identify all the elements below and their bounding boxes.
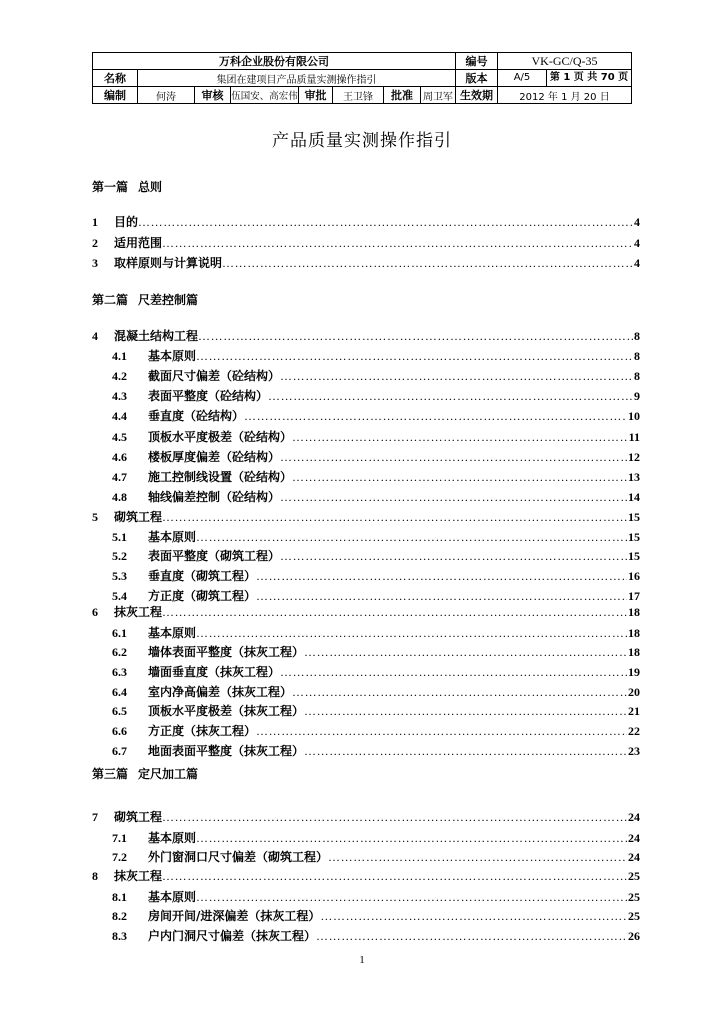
toc-entry[interactable]: [92, 386, 640, 404]
name-value: 集团在建项目产品质量实测操作指引: [138, 70, 456, 87]
toc-entry-number: 4.3: [112, 389, 127, 403]
toc-dot-leader: [268, 388, 633, 404]
toc-entry-page: 25: [628, 890, 640, 904]
document-title: 产品质量实测操作指引: [272, 131, 452, 151]
toc-entry-number: 6.7: [112, 744, 127, 758]
toc-entry-page: 24: [628, 831, 640, 845]
toc-entry[interactable]: [92, 427, 640, 445]
toc-entry-title: 轴线偏差控制（砼结构）: [148, 490, 281, 504]
toc-entry-title: 混凝土结构工程: [114, 329, 199, 343]
toc-dot-leader: [198, 328, 633, 344]
part-title: 总则: [138, 180, 163, 194]
toc-entry[interactable]: [92, 741, 640, 759]
toc-entry[interactable]: [92, 866, 640, 884]
toc-entry-number: 7: [92, 810, 98, 824]
toc-entry[interactable]: [92, 701, 640, 719]
toc-entry-number: 4.1: [112, 349, 127, 363]
toc-entry[interactable]: [92, 642, 640, 660]
page-number: 1: [359, 954, 365, 966]
toc-entry-page: 15: [628, 530, 640, 544]
toc-entry-title: 方正度（砌筑工程）: [148, 589, 257, 603]
toc-dot-leader: [280, 489, 627, 505]
reviewer-label: 审核: [195, 87, 231, 104]
toc-dot-leader: [138, 214, 633, 230]
author-value: 何涛: [138, 87, 195, 104]
part-number: 第二篇: [92, 293, 129, 307]
toc-entry-title: 基本原则: [148, 349, 197, 363]
toc-entry-title: 截面尺寸偏差（砼结构）: [148, 369, 281, 383]
toc-entry-title: 表面平整度（砌筑工程）: [148, 549, 281, 563]
toc-entry-page: 15: [628, 549, 640, 563]
toc-entry-page: 21: [628, 704, 640, 718]
toc-dot-leader: [196, 529, 627, 545]
toc-dot-leader: [196, 889, 627, 905]
toc-entry-number: 5.1: [112, 530, 127, 544]
toc-entry-number: 4.5: [112, 430, 127, 444]
author-label: 编制: [93, 87, 138, 104]
toc-entry[interactable]: [92, 887, 640, 905]
toc-dot-leader: [292, 469, 627, 485]
toc-entry[interactable]: [92, 527, 640, 545]
effective-label: 生效期: [456, 87, 498, 104]
toc-entry-number: 6.6: [112, 724, 127, 738]
approve1-label: 审批: [299, 87, 333, 104]
toc-entry-title: 室内净高偏差（抹灰工程）: [148, 685, 293, 699]
toc-entry-page: 4: [634, 256, 640, 270]
toc-entry-number: 8.3: [112, 929, 127, 943]
toc-dot-leader: [256, 568, 627, 584]
toc-entry-page: 9: [634, 389, 640, 403]
toc-entry-number: 6.3: [112, 665, 127, 679]
toc-entry-page: 24: [628, 850, 640, 864]
toc-entry-number: 3: [92, 256, 98, 270]
toc-entry-title: 表面平整度（砼结构）: [148, 389, 269, 403]
approve2-value: 周卫军: [421, 87, 456, 104]
document-header-table: [92, 52, 632, 104]
toc-entry[interactable]: [92, 507, 640, 525]
toc-entry-title: 房间开间/进深偏差（抹灰工程）: [148, 909, 321, 923]
version-value: A/5: [498, 70, 547, 86]
code-value: VK-GC/Q-35: [498, 53, 632, 70]
toc-entry-page: 18: [628, 626, 640, 640]
toc-entry[interactable]: [92, 447, 640, 465]
company-name: 万科企业股份有限公司: [93, 53, 456, 70]
toc-entry-number: 4.7: [112, 470, 127, 484]
toc-entry-title: 取样原则与计算说明: [114, 256, 223, 270]
toc-entry-title: 基本原则: [148, 530, 197, 544]
toc-entry-page: 26: [628, 929, 640, 943]
toc-entry-page: 11: [628, 430, 640, 444]
toc-entry-page: 8: [634, 369, 640, 383]
toc-entry-number: 6.4: [112, 685, 127, 699]
toc-dot-leader: [244, 408, 627, 424]
toc-entry[interactable]: [92, 847, 640, 865]
toc-entry[interactable]: [92, 253, 640, 271]
toc-entry-number: 5.4: [112, 589, 127, 603]
toc-entry[interactable]: [92, 721, 640, 739]
toc-entry-page: 23: [628, 744, 640, 758]
toc-entry-title: 户内门洞尺寸偏差（抹灰工程）: [148, 929, 317, 943]
toc-entry-title: 顶板水平度极差（抹灰工程）: [148, 704, 305, 718]
toc-dot-leader: [316, 928, 627, 944]
toc-entry-title: 外门窗洞口尺寸偏差（砌筑工程）: [148, 850, 329, 864]
toc-entry-title: 地面表面平整度（抹灰工程）: [148, 744, 305, 758]
version-label: 版本: [456, 70, 498, 87]
toc-entry[interactable]: [92, 326, 640, 344]
toc-dot-leader: [162, 235, 633, 251]
toc-dot-leader: [196, 625, 627, 641]
toc-dot-leader: [222, 255, 633, 271]
toc-entry-number: 8: [92, 869, 98, 883]
toc-entry[interactable]: [92, 926, 640, 944]
part-number: 第一篇: [92, 180, 129, 194]
toc-entry-number: 4.6: [112, 450, 127, 464]
toc-dot-leader: [162, 868, 627, 884]
toc-dot-leader: [162, 509, 627, 525]
toc-entry-title: 抹灰工程: [114, 605, 163, 619]
toc-dot-leader: [280, 368, 633, 384]
toc-entry[interactable]: [92, 487, 640, 505]
part-title: 尺差控制篇: [138, 293, 199, 307]
toc-entry[interactable]: [92, 906, 640, 924]
approve1-value: 王卫锋: [333, 87, 384, 104]
toc-entry[interactable]: [92, 406, 640, 424]
toc-entry-number: 4: [92, 329, 98, 343]
toc-entry-number: 8.1: [112, 890, 127, 904]
toc-entry-number: 6.2: [112, 645, 127, 659]
toc-dot-leader: [304, 743, 627, 759]
toc-dot-leader: [280, 548, 627, 564]
toc-entry-title: 目的: [114, 215, 139, 229]
toc-entry-title: 基本原则: [148, 890, 197, 904]
toc-entry-page: 14: [628, 490, 640, 504]
toc-dot-leader: [292, 429, 628, 445]
toc-entry-number: 4.2: [112, 369, 127, 383]
toc-entry-title: 楼板厚度偏差（砼结构）: [148, 450, 281, 464]
toc-dot-leader: [320, 908, 627, 924]
reviewer-value: 伍国安、高宏伟: [231, 87, 299, 104]
toc-entry-page: 10: [628, 409, 640, 423]
toc-entry-title: 垂直度（砼结构）: [148, 409, 245, 423]
toc-entry-page: 13: [628, 470, 640, 484]
toc-entry-title: 基本原则: [148, 831, 197, 845]
toc-entry-number: 4.8: [112, 490, 127, 504]
approve2-label: 批准: [384, 87, 421, 104]
toc-entry-number: 4.4: [112, 409, 127, 423]
toc-entry-title: 施工控制线设置（砼结构）: [148, 470, 293, 484]
toc-dot-leader: [196, 830, 627, 846]
toc-entry[interactable]: [92, 467, 640, 485]
toc-entry-number: 8.2: [112, 909, 127, 923]
toc-entry-page: 12: [628, 450, 640, 464]
toc-entry-page: 15: [628, 510, 640, 524]
toc-entry-page: 4: [634, 236, 640, 250]
toc-entry-title: 垂直度（砌筑工程）: [148, 569, 257, 583]
toc-entry-title: 基本原则: [148, 626, 197, 640]
toc-dot-leader: [304, 703, 627, 719]
toc-entry[interactable]: [92, 623, 640, 641]
toc-entry-number: 5: [92, 510, 98, 524]
toc-entry-page: 18: [628, 605, 640, 619]
toc-entry-page: 24: [628, 810, 640, 824]
toc-dot-leader: [292, 684, 627, 700]
toc-entry-page: 25: [628, 909, 640, 923]
toc-entry[interactable]: [92, 346, 640, 364]
toc-entry-title: 适用范围: [114, 236, 163, 250]
toc-entry-page: 8: [634, 349, 640, 363]
toc-entry[interactable]: [92, 828, 640, 846]
toc-dot-leader: [280, 664, 627, 680]
toc-entry-title: 顶板水平度极差（砼结构）: [148, 430, 293, 444]
toc-entry-title: 墙体表面平整度（抹灰工程）: [148, 645, 305, 659]
part-heading: [92, 291, 198, 308]
part-title: 定尺加工篇: [138, 767, 199, 781]
toc-dot-leader: [162, 809, 627, 825]
toc-entry-number: 1: [92, 215, 98, 229]
toc-entry[interactable]: [92, 546, 640, 564]
toc-entry-page: 17: [628, 589, 640, 603]
toc-entry-page: 18: [628, 645, 640, 659]
toc-entry-number: 6: [92, 605, 98, 619]
toc-entry[interactable]: [92, 366, 640, 384]
toc-dot-leader: [304, 644, 627, 660]
toc-entry-page: 16: [628, 569, 640, 583]
toc-dot-leader: [328, 849, 627, 865]
toc-entry[interactable]: [92, 212, 640, 230]
toc-entry-title: 抹灰工程: [114, 869, 163, 883]
toc-entry[interactable]: [92, 682, 640, 700]
toc-entry-number: 5.3: [112, 569, 127, 583]
toc-dot-leader: [162, 604, 627, 620]
toc-entry-number: 2: [92, 236, 98, 250]
part-number: 第三篇: [92, 767, 129, 781]
toc-entry-title: 方正度（抹灰工程）: [148, 724, 257, 738]
toc-entry-page: 4: [634, 215, 640, 229]
page-info: 第 1 页 共 70 页: [549, 72, 629, 83]
toc-entry[interactable]: [92, 566, 640, 584]
toc-entry-number: 5.2: [112, 549, 127, 563]
toc-entry-title: 砌筑工程: [114, 810, 163, 824]
toc-dot-leader: [256, 723, 627, 739]
name-label: 名称: [93, 70, 138, 87]
toc-entry-number: 7.2: [112, 850, 127, 864]
toc-entry-page: 19: [628, 665, 640, 679]
code-label: 编号: [456, 53, 498, 70]
toc-entry[interactable]: [92, 807, 640, 825]
part-heading: [92, 178, 162, 195]
effective-value: 2012 年 1 月 20 日: [498, 87, 632, 104]
toc-entry-page: 8: [634, 329, 640, 343]
toc-dot-leader: [280, 449, 627, 465]
toc-entry-page: 25: [628, 869, 640, 883]
toc-entry-title: 砌筑工程: [114, 510, 163, 524]
toc-entry-title: 墙面垂直度（抹灰工程）: [148, 665, 281, 679]
toc-entry-page: 22: [628, 724, 640, 738]
toc-entry[interactable]: [92, 233, 640, 251]
toc-entry[interactable]: [92, 662, 640, 680]
toc-entry-number: 7.1: [112, 831, 127, 845]
toc-dot-leader: [196, 348, 633, 364]
toc-entry-page: 20: [628, 685, 640, 699]
toc-entry-number: 6.1: [112, 626, 127, 640]
toc-entry-number: 6.5: [112, 704, 127, 718]
part-heading: [92, 765, 198, 782]
toc-entry[interactable]: [92, 602, 640, 620]
